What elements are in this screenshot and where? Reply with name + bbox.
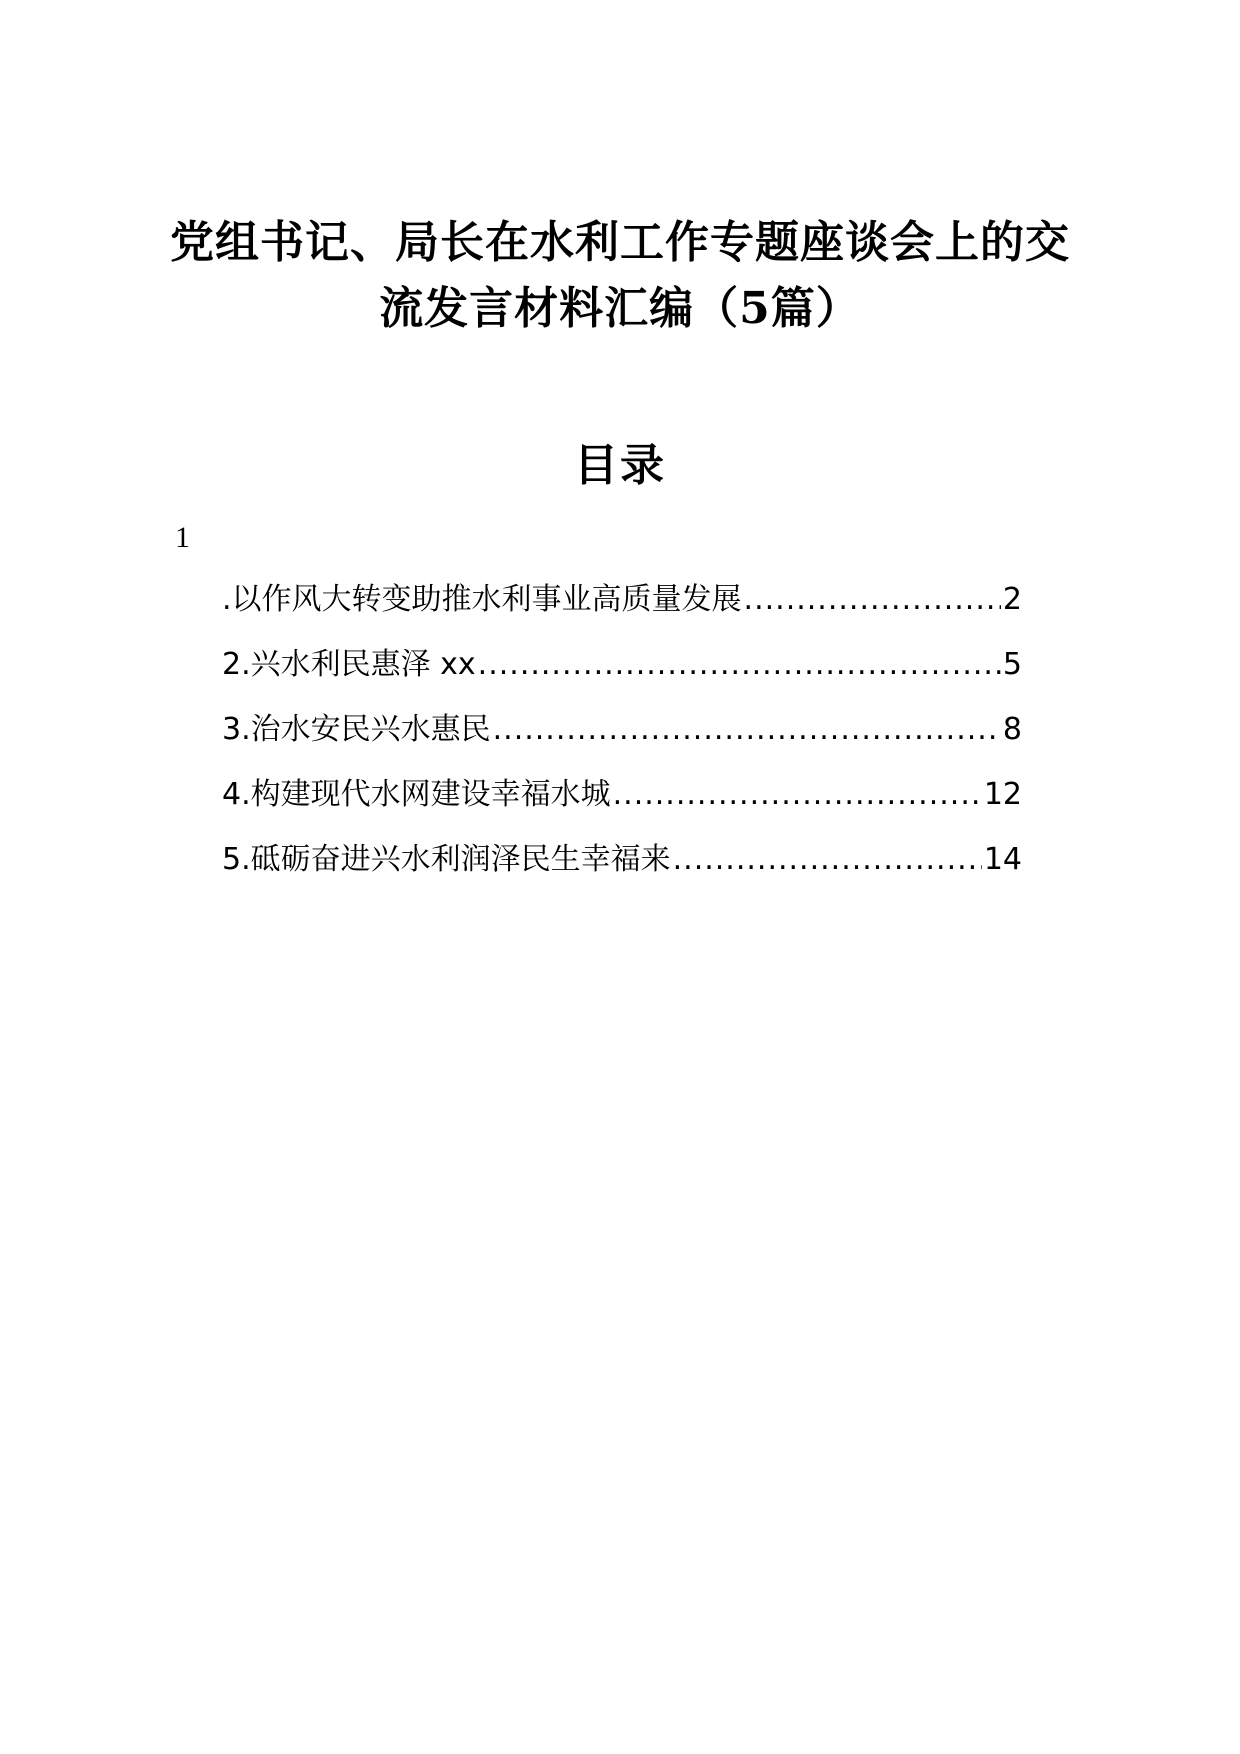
toc-entry-page: 5	[1002, 647, 1022, 682]
document-title-line-1: 党组书记、局长在水利工作专题座谈会上的交	[170, 217, 1070, 268]
toc-heading: 目录	[574, 440, 666, 491]
toc-entry-page: 2	[1002, 582, 1022, 617]
toc-entry-title: 4.构建现代水网建设幸福水城	[222, 777, 611, 812]
toc-entry-3[interactable]	[222, 710, 1022, 775]
toc-entry-title: 2.兴水利民惠泽 xx	[222, 647, 476, 682]
toc-entry-page: 12	[983, 777, 1022, 812]
toc-entry-page: 14	[983, 842, 1022, 877]
toc-dot-leader	[478, 645, 1001, 685]
table-of-contents	[222, 580, 1022, 905]
toc-dot-leader	[744, 580, 1001, 620]
toc-entry-title: 3.治水安民兴水惠民	[222, 712, 491, 747]
document-title-line-2: 流发言材料汇编（5篇）	[379, 283, 861, 334]
toc-entry-title: 5.砥砺奋进兴水利润泽民生幸福来	[222, 842, 671, 877]
toc-entry-1[interactable]	[222, 580, 1022, 645]
stray-number: 1	[175, 521, 190, 554]
toc-dot-leader	[673, 840, 982, 880]
toc-entry-page: 8	[1002, 712, 1022, 747]
toc-dot-leader	[493, 710, 1001, 750]
toc-entry-2[interactable]	[222, 645, 1022, 710]
document-title	[130, 210, 1110, 342]
toc-entry-5[interactable]	[222, 840, 1022, 905]
toc-entry-title: .以作风大转变助推水利事业高质量发展	[222, 582, 742, 617]
toc-dot-leader	[613, 775, 982, 815]
toc-entry-4[interactable]	[222, 775, 1022, 840]
